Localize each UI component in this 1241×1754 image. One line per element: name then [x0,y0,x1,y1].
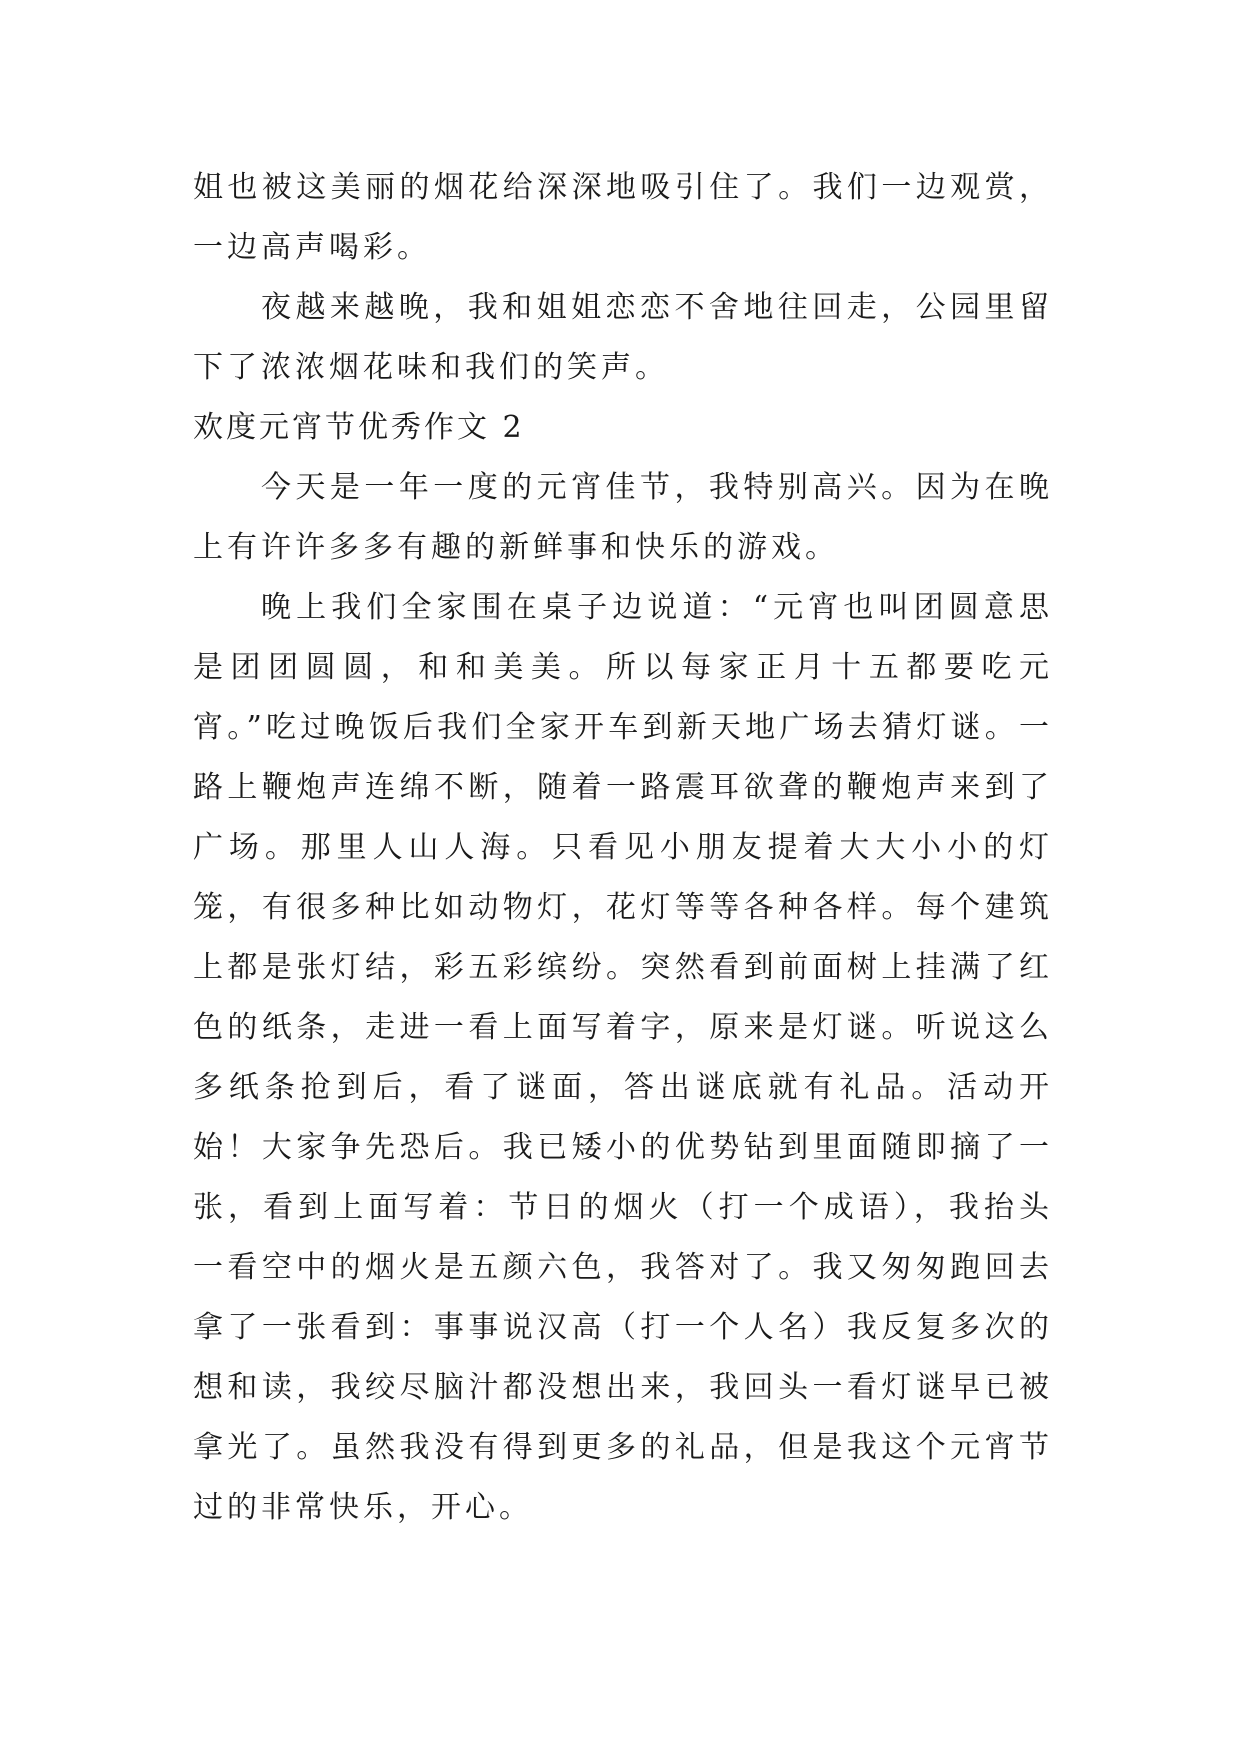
document-body [193,158,1053,1538]
paragraph-night: 夜越来越晚，我和姐姐恋恋不舍地往回走，公园里留下了浓浓烟花味和我们的笑声。 [193,290,1053,385]
paragraph-intro: 今天是一年一度的元宵佳节，我特别高兴。因为在晚上有许许多多有趣的新鲜事和快乐的游戏。 [193,470,1053,565]
paragraph-main: 晚上我们全家围在桌子边说道：“元宵也叫团圆意思是团团圆圆，和和美美。所以每家正月十五都要吃元宵。”吃过晚饭后我们全家开车到新天地广场去猜灯谜。一路上鞭炮声连绵不断，随着一路震耳欲聋的鞭炮声来到了广场。那里人山人海。只看见小朋友提着大大小小的灯笼，有很多种比如动物灯，花灯等等各种各样。每个建筑上都是张灯结，彩五彩缤纷。突然看到前面树上挂满了红色的纸条，走进一看上面写着字，原来是灯谜。听说这么多纸条抢到后，看了谜面，答出谜底就有礼品。活动开始！大家争先恐后。我已矮小的优势钻到里面随即摘了一张，看到上面写着：节日的烟火（打一个成语），我抬头一看空中的烟火是五颜六色，我答对了。我又匆匆跑回去拿了一张看到：事事说汉高（打一个人名）我反复多次的想和读，我绞尽脑汁都没想出来，我回头一看灯谜早已被拿光了。虽然我没有得到更多的礼品，但是我这个元宵节过的非常快乐，开心。 [193,590,1053,1525]
essay-title: 欢度元宵节优秀作文 2 [193,410,525,445]
paragraph-continued: 姐也被这美丽的烟花给深深地吸引住了。我们一边观赏，一边高声喝彩。 [193,170,1053,265]
